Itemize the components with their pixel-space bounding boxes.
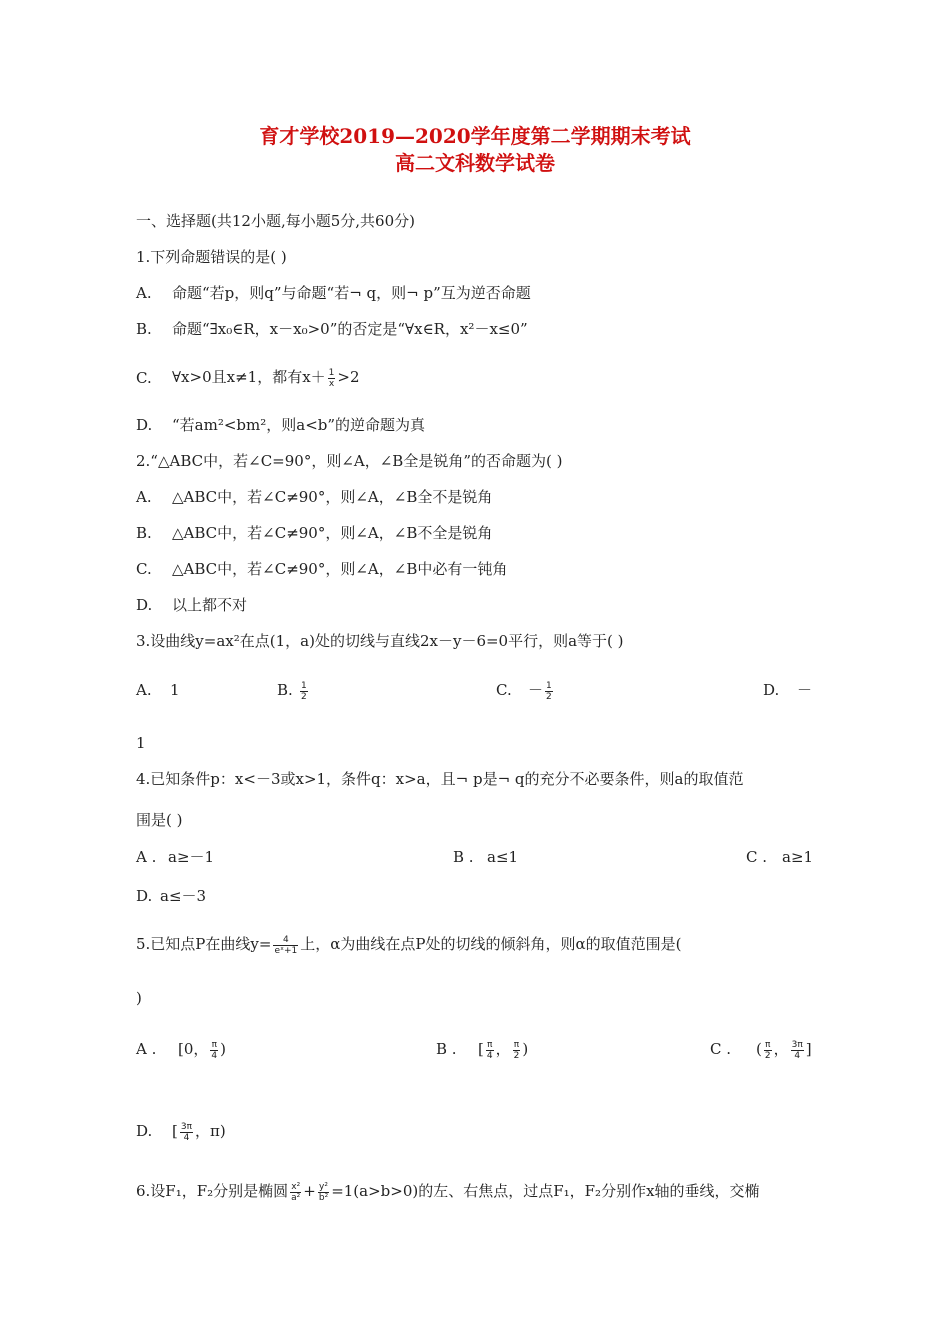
- q5-option-a: [178, 1030, 226, 1068]
- q5-stem-fraction: [273, 935, 298, 956]
- q5-option-c: [756, 1030, 812, 1068]
- q1-option-b-text: 命题“∃x₀∈R，x－x₀>0”的否定是“∀x∈R，x²－x≤0”: [172, 320, 528, 338]
- q6-stem-post: =1(a>b>0)的左、右焦点，过点F₁，F₂分别作x轴的垂线，交椭: [331, 1182, 760, 1200]
- q5-option-d-post: ，π): [195, 1122, 226, 1140]
- q3-option-d-text: －: [797, 681, 813, 699]
- q5-option-c-mid: ，: [773, 1040, 789, 1058]
- fraction-numerator: π: [211, 1039, 217, 1050]
- q5-option-c-fraction-2: [791, 1040, 804, 1061]
- fraction-denominator: eˣ+1: [274, 945, 298, 956]
- q5-option-b: [478, 1030, 528, 1068]
- q3-option-c-pre: －: [528, 681, 544, 699]
- fraction-numerator: 1: [546, 680, 552, 691]
- q5-option-a-post: ): [220, 1040, 226, 1058]
- q4-option-a-label: A .: [136, 848, 157, 866]
- q5-option-b-label: B .: [436, 1040, 457, 1058]
- q6-plus: +: [303, 1182, 316, 1200]
- fraction-denominator: 2: [764, 1050, 771, 1061]
- q3-option-d-wrap: 1: [136, 734, 146, 752]
- q4-option-c-text: a≥1: [782, 848, 814, 866]
- q2-option-a-text: △ABC中，若∠C≠90°，则∠A，∠B全不是锐角: [172, 488, 493, 506]
- q4-option-a-text: a≥－1: [168, 848, 215, 866]
- q2-option-b-label: B.: [136, 524, 152, 542]
- q5-option-b-fraction-1: [486, 1040, 494, 1061]
- q1-option-c-fraction: [328, 368, 336, 389]
- fraction-denominator: 4: [794, 1050, 801, 1061]
- q2-stem: 2.“△ABC中，若∠C=90°，则∠A，∠B全是锐角”的否命题为( ): [136, 452, 563, 470]
- q2-option-d-text: 以上都不对: [172, 596, 248, 614]
- fraction-numerator: 1: [328, 367, 335, 378]
- q3-option-c-label: C.: [496, 681, 512, 699]
- q2-option-c-label: C.: [136, 560, 152, 578]
- q5-option-a-pre: [0，: [178, 1040, 209, 1058]
- q3-option-d-label: D.: [763, 681, 780, 699]
- q5-stem-wrap: ): [136, 989, 142, 1007]
- q4-option-b-label: B .: [453, 848, 474, 866]
- q2-option-b-text: △ABC中，若∠C≠90°，则∠A，∠B不全是锐角: [172, 524, 493, 542]
- q5-stem: [136, 925, 681, 963]
- q5-option-b-mid: ，: [495, 1040, 511, 1058]
- q5-option-d-label: D.: [136, 1122, 153, 1140]
- q3-option-b-fraction: [300, 681, 308, 702]
- q5-option-a-fraction: [210, 1040, 218, 1061]
- fraction-numerator: x²: [291, 1181, 301, 1192]
- q5-option-b-fraction-2: [513, 1040, 521, 1061]
- q4-stem-line1: 4.已知条件p：x<－3或x>1，条件q：x>a，且¬ p是¬ q的充分不必要条件，则a的取值范: [136, 770, 744, 788]
- fraction-numerator: π: [513, 1039, 520, 1050]
- fraction-denominator: 2: [301, 691, 307, 702]
- fraction-denominator: x: [328, 378, 335, 389]
- fraction-denominator: 2: [513, 1050, 520, 1061]
- q5-stem-pre: 5.已知点P在曲线y=: [136, 935, 272, 953]
- q2-option-d-label: D.: [136, 596, 153, 614]
- q1-option-a-label: A.: [136, 284, 152, 302]
- q5-option-d-pre: [: [172, 1122, 178, 1140]
- fraction-numerator: y²: [319, 1181, 328, 1192]
- q5-option-d: [172, 1112, 226, 1150]
- q3-option-a-label: A.: [136, 681, 152, 699]
- q4-option-c-label: C .: [746, 848, 768, 866]
- q4-option-d-text: a≤－3: [160, 887, 207, 905]
- q5-option-c-label: C .: [710, 1040, 732, 1058]
- fraction-numerator: 1: [301, 680, 307, 691]
- q5-option-c-pre: (: [756, 1040, 762, 1058]
- fraction-denominator: a²: [291, 1192, 301, 1203]
- q1-option-d-text: “若am²<bm²，则a<b”的逆命题为真: [172, 416, 426, 434]
- q5-option-d-fraction: [180, 1122, 193, 1143]
- q1-option-d-label: D.: [136, 416, 153, 434]
- fraction-numerator: π: [487, 1039, 493, 1050]
- exam-subtitle: 高二文科数学试卷: [395, 151, 555, 175]
- fraction-denominator: 2: [546, 691, 552, 702]
- q6-stem-pre: 6.设F₁，F₂分别是椭圆: [136, 1182, 289, 1200]
- q3-option-b: [298, 671, 310, 709]
- exam-title: 育才学校2019—2020学年度第二学期期末考试: [259, 124, 691, 148]
- q4-option-d-label: D.: [136, 887, 153, 905]
- q5-option-b-pre: [: [478, 1040, 484, 1058]
- q6-x-fraction: [290, 1182, 301, 1203]
- q6-y-fraction: [318, 1182, 329, 1203]
- q1-option-c-post: >2: [337, 368, 360, 386]
- fraction-denominator: 4: [486, 1050, 493, 1061]
- fraction-numerator: 3π: [180, 1121, 193, 1132]
- q1-option-c-pre: ∀x>0且x≠1，都有x＋: [172, 368, 326, 386]
- fraction-numerator: 4: [273, 935, 298, 946]
- q4-stem-line2: 围是( ): [136, 811, 183, 829]
- q3-option-b-label: B.: [277, 681, 293, 699]
- q4-option-b-text: a≤1: [487, 848, 519, 866]
- q1-stem: 1.下列命题错误的是( ): [136, 248, 287, 266]
- fraction-denominator: b²: [318, 1192, 329, 1203]
- q3-option-c-fraction: [545, 681, 553, 702]
- q1-option-c-label: C.: [136, 369, 152, 387]
- q6-stem: [136, 1172, 760, 1210]
- q5-option-c-fraction-1: [764, 1040, 772, 1061]
- q5-option-b-post: ): [522, 1040, 529, 1058]
- fraction-numerator: 3π: [791, 1039, 803, 1050]
- fraction-denominator: 4: [211, 1050, 218, 1061]
- q1-option-b-label: B.: [136, 320, 152, 338]
- q3-stem: 3.设曲线y=ax²在点(1，a)处的切线与直线2x－y－6=0平行，则a等于( ): [136, 632, 624, 650]
- q3-option-a-text: 1: [170, 681, 180, 699]
- q5-option-c-post: ]: [805, 1040, 812, 1058]
- q1-option-c: [172, 358, 360, 396]
- fraction-numerator: π: [765, 1039, 771, 1050]
- section-heading: 一、选择题(共12小题,每小题5分,共60分): [136, 212, 415, 230]
- q1-option-a-text: 命题“若p，则q”与命题“若¬ q，则¬ p”互为逆否命题: [172, 284, 531, 302]
- q2-option-a-label: A.: [136, 488, 152, 506]
- q2-option-c-text: △ABC中，若∠C≠90°，则∠A，∠B中必有一钝角: [172, 560, 508, 578]
- q5-option-a-label: A .: [136, 1040, 157, 1058]
- fraction-denominator: 4: [183, 1132, 190, 1143]
- q3-option-c: [528, 671, 555, 709]
- q5-stem-post: 上，α为曲线在点P处的切线的倾斜角，则α的取值范围是(: [300, 935, 682, 953]
